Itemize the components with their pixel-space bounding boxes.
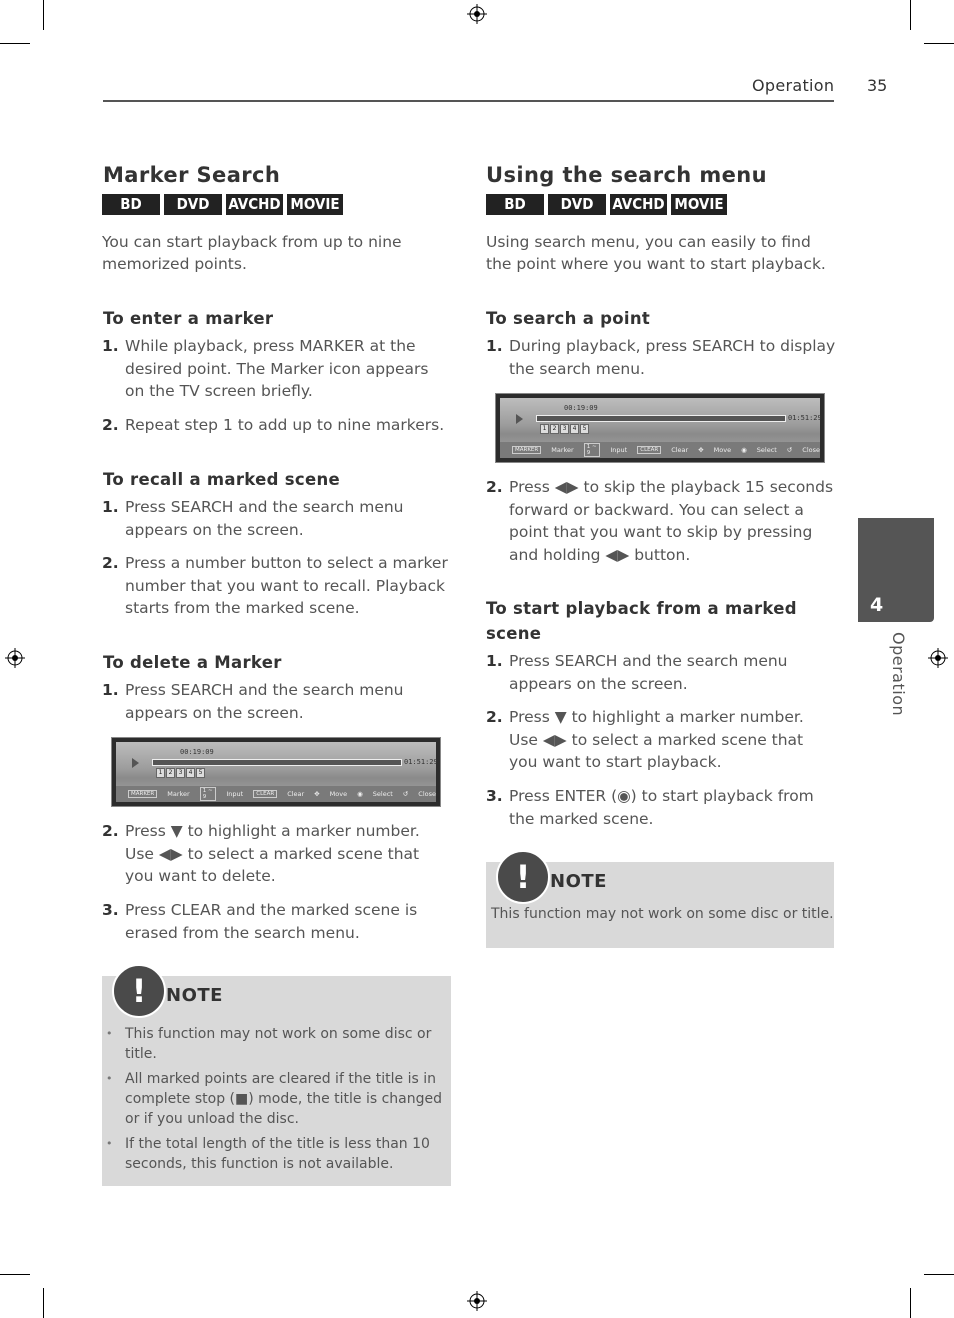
select-legend: Select [756,446,777,454]
select-icon: ◉ [357,790,363,798]
play-icon [516,414,523,424]
exclamation-icon: ! [112,964,166,1018]
step-text: Press ▼ to highlight a marker number. Use ◀▶ to select a marked scene that you want to start playback. [509,708,804,771]
badge-dvd: DVD [164,194,222,215]
select-legend: Select [372,790,393,798]
note-box [102,972,451,1186]
input-key: 1 ~ 9 [584,443,601,457]
marker-list [540,424,589,434]
clear-legend: Clear [671,446,689,454]
move-icon: ✥ [314,790,320,798]
close-legend: Close [802,446,820,454]
step-number: 1. [102,498,119,516]
step [486,335,836,380]
step-text: Repeat step 1 to add up to nine markers. [125,416,445,434]
crop-mark [43,1288,44,1318]
step [102,899,452,944]
total-time: 01:51:29 [788,414,822,422]
intro-text: You can start playback from up to nine memorized points. [102,233,402,273]
disc-badges [102,194,343,215]
note-item: • This function may not work on some disc or title. [102,1024,447,1064]
marker-legend: Marker [551,446,574,454]
step [486,476,836,566]
crop-mark [910,0,911,30]
marker-number: 4 [570,424,579,434]
marker-legend: Marker [167,790,190,798]
step-number: 3. [102,901,119,919]
subheading: To delete a Marker [103,653,282,672]
subheading: To search a point [486,309,651,328]
section-title: Using the search menu [486,163,767,187]
step [102,552,452,620]
back-icon: ↺ [786,446,793,454]
crop-mark [43,0,44,30]
step-number: 3. [486,787,503,805]
page-number: 35 [867,76,888,95]
step [486,706,836,774]
note-list [102,1024,447,1179]
marker-number: 5 [196,768,205,778]
step-text: Press CLEAR and the marked scene is erased from the search menu. [125,901,418,942]
exclamation-icon: ! [496,850,550,904]
crop-mark [0,43,30,44]
search-menu-screenshot [495,393,825,463]
crop-mark [0,1274,30,1275]
header-rule [103,100,834,102]
note-box [486,858,834,948]
button-legend [116,786,436,802]
marker-number: 2 [166,768,175,778]
badge-avchd: AVCHD [610,194,667,215]
chapter-number: 4 [870,594,884,616]
play-icon [132,758,139,768]
select-icon: ◉ [741,446,747,454]
badge-bd: BD [102,194,160,215]
button-legend [500,442,820,458]
marker-number: 1 [540,424,549,434]
subheading: To recall a marked scene [103,470,340,489]
input-legend: Input [610,446,628,454]
step-number: 2. [486,478,503,496]
step [102,335,452,403]
step [102,496,452,541]
subheading: To start playback from a marked scene [486,599,797,643]
step-number: 2. [102,416,119,434]
marker-list [156,768,205,778]
progress-bar [536,415,786,422]
chapter-label: Operation [889,632,908,717]
subheading: To enter a marker [103,309,274,328]
step-number: 1. [102,681,119,699]
move-legend: Move [713,446,732,454]
step [102,820,452,888]
note-item: • If the total length of the title is less than 10 seconds, this function is not available. [102,1134,447,1174]
crop-mark [910,1288,911,1318]
step [486,785,836,830]
intro-text: Using search menu, you can easily to find the point where you want to start playback. [486,233,826,273]
move-legend: Move [329,790,348,798]
step-text: During playback, press SEARCH to display the search menu. [509,337,836,378]
clear-key: CLEAR [637,446,661,454]
step-text: Press SEARCH and the search menu appears on the screen. [125,498,404,539]
marker-number: 4 [186,768,195,778]
marker-number: 2 [550,424,559,434]
header-section: Operation [752,76,835,95]
close-legend: Close [418,790,436,798]
step-text: Press ENTER (◉) to start playback from the marked scene. [509,787,814,828]
step-text: Press SEARCH and the search menu appears on the screen. [125,681,404,722]
clear-legend: Clear [287,790,305,798]
step-text: Press SEARCH and the search menu appears on the screen. [509,652,788,693]
step-text: Press ◀▶ to skip the playback 15 seconds forward or backward. You can select a point that you want to skip by pressing and holding ◀▶ button. [509,478,834,564]
back-icon: ↺ [402,790,409,798]
registration-mark-icon [467,4,487,24]
input-legend: Input [226,790,244,798]
screen-background [500,398,820,458]
step-number: 1. [486,337,503,355]
current-time: 00:19:09 [564,404,598,412]
progress-bar [152,759,402,766]
crop-mark [924,1274,954,1275]
move-icon: ✥ [698,446,704,454]
step-number: 2. [102,822,119,840]
marker-number: 5 [580,424,589,434]
registration-mark-icon [467,1291,487,1311]
badge-movie: MOVIE [287,194,343,215]
step-number: 1. [102,337,119,355]
badge-bd: BD [486,194,544,215]
badge-avchd: AVCHD [226,194,283,215]
marker-key: MARKER [128,790,157,798]
registration-mark-icon [5,648,25,668]
step [102,679,452,724]
marker-number: 3 [560,424,569,434]
step-number: 2. [486,708,503,726]
screen-background [116,742,436,802]
note-title: NOTE [550,871,607,892]
section-title: Marker Search [103,163,281,187]
note-item: • All marked points are cleared if the title is in complete stop (■) mode, the title is changed or if you unload the disc. [102,1069,447,1129]
marker-number: 3 [176,768,185,778]
marker-key: MARKER [512,446,541,454]
current-time: 00:19:09 [180,748,214,756]
input-key: 1 ~ 9 [200,787,217,801]
crop-mark [924,43,954,44]
note-text: This function may not work on some disc or title. [491,906,834,922]
step [486,650,836,695]
badge-movie: MOVIE [671,194,727,215]
clear-key: CLEAR [253,790,277,798]
step-text: While playback, press MARKER at the desired point. The Marker icon appears on the TV screen briefly. [125,337,429,400]
note-title: NOTE [166,985,223,1006]
marker-number: 1 [156,768,165,778]
step-text: Press ▼ to highlight a marker number. Use ◀▶ to select a marked scene that you want to delete. [125,822,420,885]
step [102,414,452,437]
badge-dvd: DVD [548,194,606,215]
step-number: 1. [486,652,503,670]
disc-badges [486,194,727,215]
total-time: 01:51:29 [404,758,438,766]
step-number: 2. [102,554,119,572]
step-text: Press a number button to select a marker number that you want to recall. Playback starts from the marked scene. [125,554,448,617]
search-menu-screenshot [111,737,441,807]
registration-mark-icon [928,648,948,668]
